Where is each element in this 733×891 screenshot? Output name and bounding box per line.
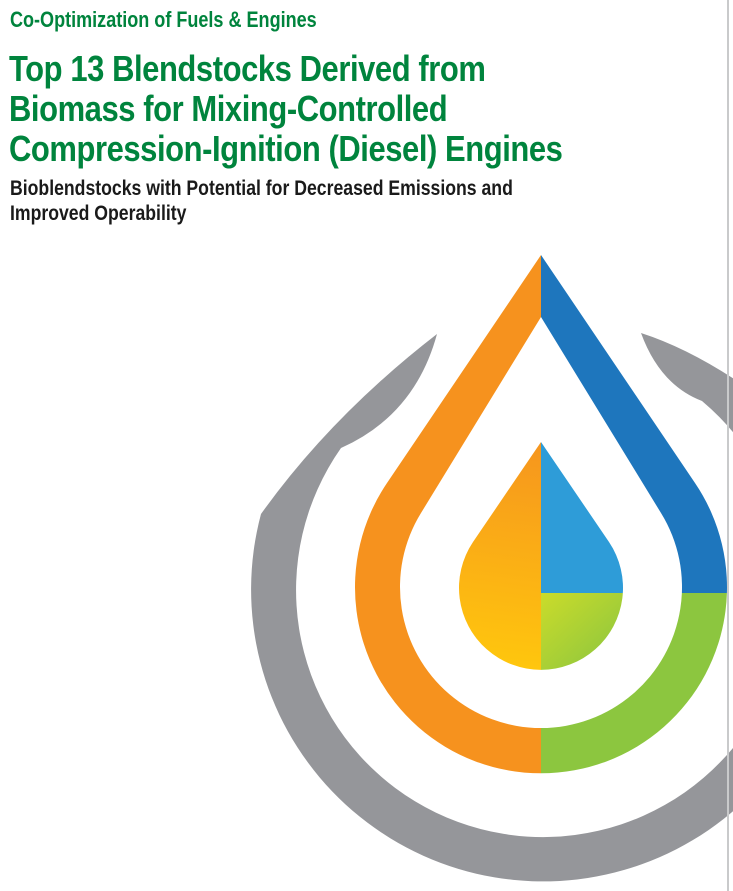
subtitle-line-2: Improved Operability	[10, 202, 187, 225]
inner-droplet	[459, 442, 623, 670]
page-title-line-1: Top 13 Blendstocks Derived from	[9, 48, 486, 89]
page-title-line-3: Compression-Ignition (Diesel) Engines	[9, 128, 563, 169]
page-edge-line	[727, 0, 729, 891]
page-title-line-2: Biomass for Mixing-Controlled	[9, 88, 448, 129]
subtitle-line-1: Bioblendstocks with Potential for Decreased Emissions and	[10, 177, 513, 200]
kicker-program-name: Co-Optimization of Fuels & Engines	[10, 7, 317, 32]
